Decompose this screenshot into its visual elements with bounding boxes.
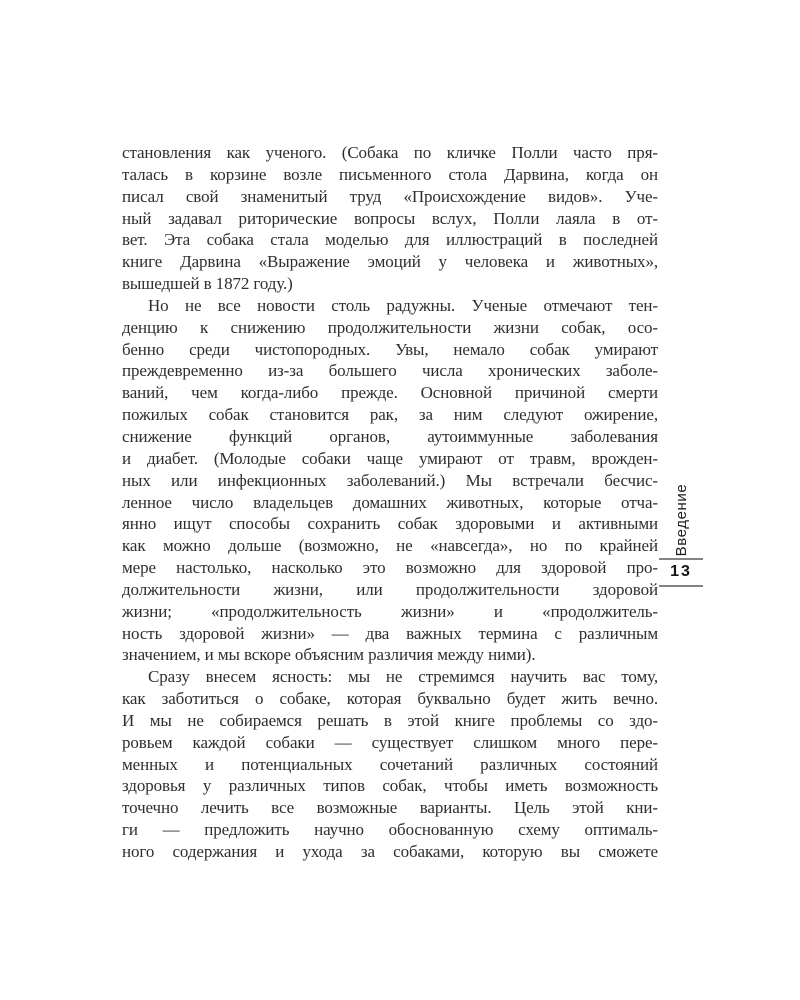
text-line: и диабет. (Молодые собаки чаще умирают от травм, врожден-	[122, 448, 658, 468]
body-text	[122, 142, 658, 863]
text-line: пожилых собак становится рак, за ним следуют ожирение,	[122, 405, 658, 425]
page-number: 13	[670, 563, 692, 580]
text-line: ного содержания и ухода за собаками, которую вы сможете	[122, 842, 658, 861]
text-line: менных и потенциальных сочетаний различных состояний	[122, 754, 658, 774]
text-line: талась в корзине возле письменного стола Дарвина, когда он	[122, 164, 658, 184]
text-line: значением, и мы вскоре объясним различия между ними).	[122, 645, 536, 665]
text-line: Но не все новости столь радужны. Ученые отмечают тен-	[148, 295, 658, 315]
text-line: жизни; «продолжительность жизни» и «продолжитель-	[122, 601, 658, 621]
text-line: писал свой знаменитый труд «Происхождение видов». Уче-	[122, 186, 658, 206]
text-line: Сразу внесем ясность: мы не стремимся научить вас тому,	[148, 667, 658, 687]
text-line: ных или инфекционных заболеваний.) Мы встречали бесчис-	[122, 470, 658, 490]
page-number-rule-bottom	[659, 585, 703, 587]
text-line: должительности жизни, или продолжительности здоровой	[122, 579, 658, 599]
text-line: книге Дарвина «Выражение эмоций у человека и животных»,	[122, 252, 658, 272]
text-line: как можно дольше (возможно, не «навсегда», но по крайней	[122, 536, 658, 556]
text-line: ленное число владельцев домашних животных, которые отча-	[122, 492, 658, 512]
text-line: точечно лечить все возможные варианты. Цель этой кни-	[122, 798, 658, 818]
text-line: ный задавал риторические вопросы вслух, Полли лаяла в от-	[122, 208, 658, 228]
text-line: ваний, чем когда-либо прежде. Основной причиной смерти	[122, 383, 658, 403]
text-line: как заботиться о собаке, которая буквально будет жить вечно.	[122, 689, 658, 709]
text-line: преждевременно из-за большего числа хронических заболе-	[122, 361, 658, 381]
text-line: становления как ученого. (Собака по кличке Полли часто пря-	[122, 143, 658, 162]
text-line: ровьем каждой собаки — существует слишком много пере-	[122, 732, 658, 752]
text-line: бенно среди чистопородных. Увы, немало собак умирают	[122, 339, 658, 359]
text-line: мере настолько, насколько это возможно для здоровой про-	[122, 558, 658, 578]
text-line: вышедшей в 1872 году.)	[122, 274, 293, 294]
text-line: вет. Эта собака стала моделью для иллюстраций в последней	[122, 230, 658, 250]
chapter-label-text: Введение	[672, 483, 690, 557]
text-line: ги — предложить научно обоснованную схему оптималь-	[122, 820, 658, 840]
text-line: И мы не собираемся решать в этой книге проблемы со здо-	[122, 710, 658, 730]
text-line: денцию к снижению продолжительности жизни собак, осо-	[122, 317, 658, 337]
text-line: ность здоровой жизни» — два важных термина с различным	[122, 623, 658, 643]
margin-chapter-label	[641, 480, 721, 560]
text-line: янно ищут способы сохранить собак здоровыми и активными	[122, 514, 658, 534]
text-line: снижение функций органов, аутоиммунные заболевания	[122, 426, 658, 446]
text-line: здоровья у различных типов собак, чтобы иметь возможность	[122, 776, 658, 796]
